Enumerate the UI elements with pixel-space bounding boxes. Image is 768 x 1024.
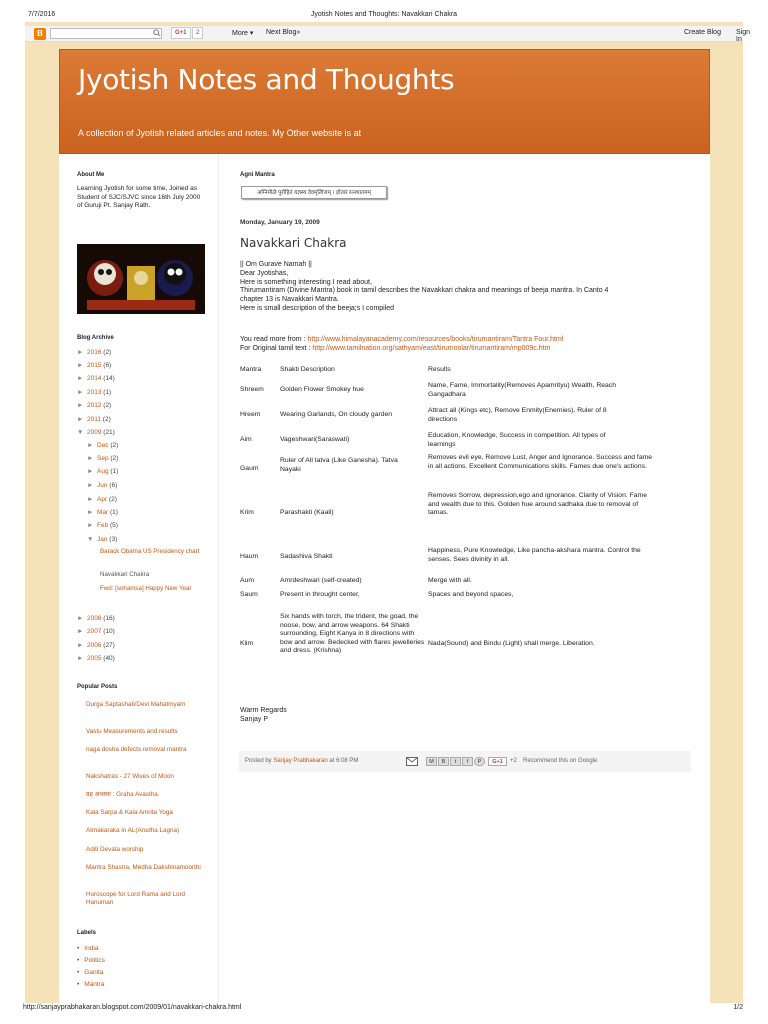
- gplus-post-button[interactable]: G+1: [488, 757, 507, 766]
- agni-mantra-title: Agni Mantra: [240, 172, 275, 178]
- archive-month[interactable]: ► Mar (1): [87, 509, 118, 516]
- archive-year-link: 2008: [87, 615, 102, 622]
- archive-month[interactable]: ► Dec (2): [87, 442, 119, 449]
- about-me-text: Learning Jyotish for some time, Joined as Student of SJC/SJVC since 16th July 2000 of Guruji Pt. Sanjay Rath.: [77, 185, 201, 209]
- archive-month-link: Mar: [97, 509, 109, 516]
- table-cell-description: Six hands with torch, the trident, the goad, the noose, bow, and arrow weapons. 64 Shakti surrounding, Eight Kanya in 8 directions with bow and arrow. Bedecked with flares jewelleries and dress. (Krishna): [280, 613, 425, 655]
- archive-month[interactable]: ► Aug (1): [87, 468, 119, 475]
- table-cell-results: Name, Fame, Immortality(Removes Apamrityu) Wealth, Reach Gangadhara: [428, 382, 616, 398]
- gplus-post-count: +2: [510, 758, 517, 764]
- popular-post-link[interactable]: Horoscope for Lord Rama and Lord Hanuman: [86, 891, 186, 906]
- email-share-icon[interactable]: M: [426, 757, 437, 766]
- more-menu[interactable]: More ▾: [232, 30, 254, 37]
- popular-post-link[interactable]: Atmakaraka in AL(Arudha Lagna): [86, 827, 180, 834]
- popular-post-link[interactable]: Kala Sarpa & Kala Amrita Yoga: [86, 809, 173, 816]
- archive-year-link: 2007: [87, 628, 102, 635]
- archive-year[interactable]: ► 2014 (14): [77, 375, 115, 382]
- table-cell-description: Ruler of All tatva (Like Ganesha). Tatva Nayaki: [280, 457, 398, 473]
- print-footer: [0, 1003, 768, 1024]
- table-header: Results: [428, 366, 451, 373]
- label-link[interactable]: • Politics: [77, 957, 105, 964]
- archive-year-expanded[interactable]: ▼ 2009 (21): [77, 429, 115, 436]
- table-cell-results: Education, Knowledge, Success in competition. All types of learnings: [428, 432, 606, 448]
- post-links: [240, 336, 680, 354]
- post-byline: Posted by Sanjay Prabhakaran at 6:08 PM: [245, 758, 359, 764]
- label-link[interactable]: • Ganita: [77, 969, 103, 976]
- print-header: [0, 0, 768, 22]
- table-cell-mantra: Hreem: [240, 411, 261, 418]
- table-cell-results: Spaces and beyond spaces,: [428, 591, 514, 598]
- profile-image[interactable]: [77, 244, 205, 314]
- label-link[interactable]: • Mantra: [77, 981, 105, 988]
- archive-year[interactable]: ► 2011 (2): [77, 416, 111, 423]
- pinterest-share-icon[interactable]: P: [474, 757, 485, 766]
- post-line: Thirumantiram (Divine Mantra) book in tamil describes the Navakkari chakra and meanings of beeja mantra. In Canto 4: [240, 287, 609, 295]
- recommend-text: Recommend this on Google: [523, 758, 598, 764]
- archive-year-link: 2005: [87, 655, 102, 662]
- table-cell-results: Removes evil eye, Remove Lust, Anger and Ignorance. Success and fame in all actions. Excellent Communications skills. Fames due one's actions.: [428, 454, 653, 470]
- table-cell-mantra: Saum: [240, 591, 258, 598]
- table-cell-description: Wearing Garlands, On cloudy garden: [280, 411, 393, 418]
- label-link[interactable]: • India: [77, 945, 98, 952]
- popular-post-link[interactable]: Nakshatras - 27 Wives of Moon: [86, 773, 174, 780]
- archive-year[interactable]: ► 2005 (40): [77, 655, 115, 662]
- table-cell-description: Parashakti (Kaali): [280, 509, 334, 516]
- blogger-logo-icon[interactable]: B: [34, 28, 46, 40]
- table-cell-mantra: Klim: [240, 640, 254, 647]
- blog-archive-title: Blog Archive: [77, 335, 114, 341]
- create-blog-link[interactable]: Create Blog: [684, 29, 721, 36]
- archive-month-link: Sep: [97, 455, 109, 462]
- post-closing: [240, 707, 680, 725]
- email-post-icon[interactable]: [406, 757, 418, 766]
- popular-post-link[interactable]: Durga Saptashati/Devi Mahatmyam: [86, 701, 186, 708]
- archive-year[interactable]: ► 2012 (2): [77, 402, 112, 409]
- table-header: Shakti Description: [280, 366, 335, 373]
- popular-post-link[interactable]: Mantra Shastra, Medha Dakshinamoorthi: [86, 864, 201, 871]
- gplus-count: 2: [192, 27, 203, 39]
- post-title[interactable]: Navakkari Chakra: [240, 236, 347, 250]
- search-input[interactable]: [50, 28, 162, 39]
- blog-description: A collection of Jyotish related articles and notes. My Other website is at: [78, 128, 362, 138]
- table-header: Mantra: [240, 366, 262, 373]
- archive-month[interactable]: ► Sep (2): [87, 455, 119, 462]
- archive-month-link: Aug: [97, 468, 109, 475]
- table-cell-mantra: Krim: [240, 509, 254, 516]
- original-text-prefix: For Original tamil text :: [240, 344, 313, 352]
- popular-post-link[interactable]: Vastu Measurements and results: [86, 728, 178, 735]
- archive-post-link[interactable]: Barack Obama US Presidency chart: [100, 548, 200, 555]
- archive-month-link: Jun: [97, 482, 108, 489]
- table-cell-results: Removes Sorrow, depression,ego and ignorance. Clarity of Vision. Fame and wealth due to this. Golden hue around sadhaka due to removal of tamas.: [428, 492, 647, 517]
- table-cell-mantra: Haum: [240, 553, 259, 560]
- popular-post-link[interactable]: ग्रह अवस्था : Graha Avastha: [86, 791, 158, 798]
- post-line: Here is something interesting I read about,: [240, 278, 372, 286]
- blog-header: [59, 49, 710, 154]
- archive-year[interactable]: ► 2016 (2): [77, 349, 112, 356]
- twitter-share-icon[interactable]: t: [450, 757, 461, 766]
- labels-title: Labels: [77, 930, 97, 936]
- table-cell-mantra: Aum: [240, 577, 254, 584]
- archive-year[interactable]: ► 2008 (16): [77, 615, 115, 622]
- archive-year-link: 2013: [87, 389, 102, 396]
- archive-year-link: 2006: [87, 642, 102, 649]
- archive-month-link: Apr: [97, 496, 108, 503]
- archive-month[interactable]: ► Jun (6): [87, 482, 118, 489]
- archive-month-link: Dec: [97, 442, 109, 449]
- archive-year-link: 2014: [87, 375, 102, 382]
- table-cell-description: Golden Flower Smokey hue: [280, 386, 364, 393]
- archive-post-link[interactable]: Fwd: [sohamsa] Happy New Year: [100, 585, 192, 592]
- archive-year-link: 2011: [87, 416, 101, 423]
- table-cell-results: Nada(Sound) and Bindu (Light) shall merge. Liberation.: [428, 640, 595, 647]
- archive-month-link: Jan: [97, 536, 108, 543]
- archive-year-link: 2016: [87, 349, 102, 356]
- post-line: || Om Gurave Namah ||: [240, 261, 312, 268]
- blogthis-share-icon[interactable]: B: [438, 757, 449, 766]
- sign-in-link[interactable]: Sign In: [736, 29, 751, 43]
- blog-title[interactable]: Jyotish Notes and Thoughts: [78, 63, 455, 96]
- popular-post-link[interactable]: naga dosha defects removal mantra: [86, 746, 187, 753]
- read-more-prefix: You read more from :: [240, 336, 308, 343]
- table-cell-description: Present in throught center,: [280, 591, 360, 598]
- post-footer: [239, 751, 691, 772]
- popular-posts-title: Popular Posts: [77, 684, 118, 690]
- archive-year[interactable]: ► 2007 (10): [77, 628, 115, 635]
- about-me-title: About Me: [77, 172, 105, 178]
- table-cell-results: Happiness, Pure Knowledge, Like pancha-akshara mantra. Control the senses. Sees divinity in all.: [428, 547, 641, 563]
- post-intro: [240, 261, 680, 314]
- archive-year[interactable]: ► 2013 (1): [77, 389, 112, 396]
- print-url: http://sanjayprabhakaran.blogspot.com/2009/01/navakkari-chakra.html: [23, 1004, 242, 1011]
- next-blog-link[interactable]: Next Blog»: [266, 29, 301, 36]
- archive-month[interactable]: ► Apr (2): [87, 496, 117, 503]
- read-more-link[interactable]: http://www.himalayanacademy.com/resources/books/tirumantiram/Tantra Four.html: [307, 336, 564, 343]
- archive-month[interactable]: ► Feb (5): [87, 522, 118, 529]
- post-date: Monday, January 19, 2009: [240, 219, 320, 226]
- table-cell-description: Vageshwari(Saraswati): [280, 436, 350, 443]
- search-icon[interactable]: [153, 29, 161, 37]
- table-cell-description: Amrdeshwari (self-created): [280, 577, 362, 584]
- blogger-navbar: [25, 26, 751, 43]
- facebook-share-icon[interactable]: f: [462, 757, 473, 766]
- closing-line: Warm Regards: [240, 707, 287, 714]
- closing-line: Sanjay P: [240, 715, 269, 723]
- archive-month-expanded[interactable]: ▼ Jan (3): [87, 536, 118, 543]
- table-cell-results: Attract all (Kings etc), Remove Enmity(Enemies), Ruler of 8 directions: [428, 407, 607, 423]
- print-page-number: 1/2: [733, 1004, 743, 1011]
- table-cell-mantra: Aim: [240, 436, 252, 443]
- archive-year-link: 2012: [87, 402, 102, 409]
- archive-month-link: Feb: [97, 522, 109, 529]
- table-cell-mantra: Shreem: [240, 386, 264, 393]
- archive-year[interactable]: ► 2015 (6): [77, 362, 112, 369]
- post-line: Here is small description of the beeja;s I compiled: [240, 304, 395, 312]
- author-link[interactable]: Sanjay Prabhakaran: [273, 758, 328, 764]
- table-cell-description: Sadashiva Shakti: [280, 553, 333, 560]
- print-date: 7/7/2016: [28, 11, 56, 18]
- sidebar: [59, 154, 219, 1024]
- gplus-button[interactable]: G+1: [171, 27, 191, 39]
- print-title: Jyotish Notes and Thoughts: Navakkari Chakra: [310, 11, 458, 18]
- content-area: [59, 154, 710, 1024]
- archive-year-link: 2009: [87, 429, 102, 436]
- popular-post-link[interactable]: Aditi Devata worship: [86, 846, 144, 853]
- archive-post-current: Navakkari Chakra: [100, 571, 150, 578]
- agni-mantra-text: अग्निमीळे पुरोहितं यज्ञस्य देवमृत्विजम् । होतारं रत्नधातमम्: [241, 186, 387, 199]
- table-cell-results: Merge with all.: [428, 577, 472, 584]
- archive-year[interactable]: ► 2006 (27): [77, 642, 115, 649]
- table-cell-mantra: Gaum: [240, 465, 259, 472]
- post-line: Dear Jyotishas,: [240, 269, 289, 277]
- original-text-link[interactable]: http://www.tamilnation.org/sathyam/east/tirumoolar/tirumantiram/mp009c.htm: [312, 344, 551, 352]
- post-line: chapter 13 is Navakkari Mantra.: [240, 296, 339, 304]
- archive-year-link: 2015: [87, 362, 102, 369]
